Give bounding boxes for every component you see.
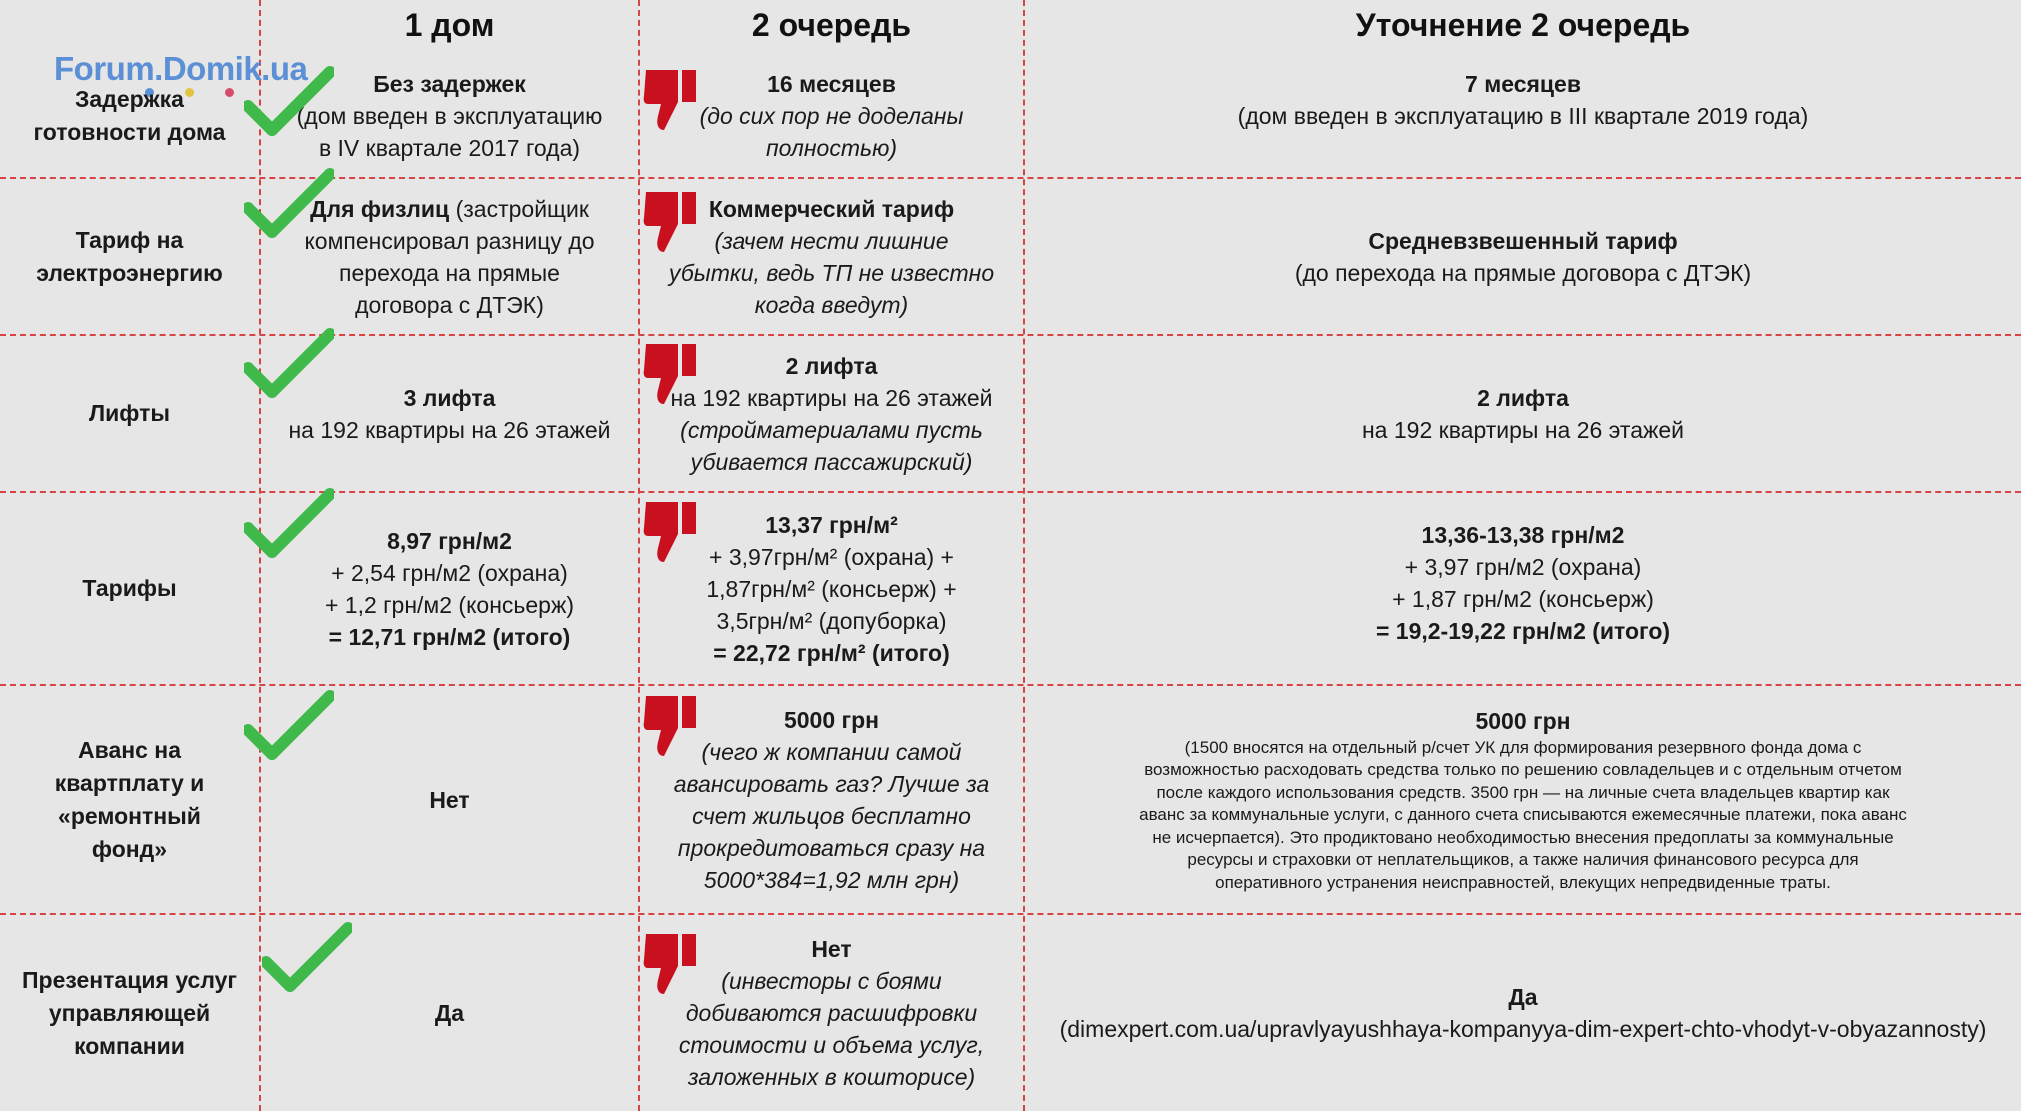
row4-col1: 8,97 грн/м2 + 2,54 грн/м2 (охрана) + 1,2 грн/м2 (консьерж) = 12,71 грн/м2 (итого) [324,527,575,650]
thumbs-down-icon [642,692,702,758]
thumbs-down-icon [642,66,702,132]
row5-col2: 5000 грн (чего ж компании самой авансировать газ? Лучше за счет жильцов бесплатно прокредитоваться сразу на 5000*384=1,92 млн грн) [673,706,990,893]
checkmark-icon [244,168,334,238]
thumbs-down-icon [642,498,702,564]
checkmark-icon [244,66,334,136]
row-label-electricity: Тариф на электроэнергию [36,226,223,286]
watermark-logo: Forum.Domik.ua [54,50,308,87]
row1-col3: 7 месяцев (дом введен в эксплуатацию в III квартале 2019 года) [1237,71,1809,129]
row3-col1: 3 лифта на 192 квартиры на 26 этажей [288,384,611,443]
row-label-tariffs: Тарифы [82,575,177,601]
row4-col2: 13,37 грн/м² + 3,97грн/м² (охрана) + 1,87грн/м² (консьерж) + 3,5грн/м² (допуборка) = 22,72 грн/м² (итого) [706,511,957,666]
row6-col1: Да [434,1000,465,1026]
row6-col2: Нет (инвесторы с боями добиваются расшифровки стоимости и объема услуг, заложенных в кошторисе) [678,936,985,1090]
row-label-elevators: Лифты [88,400,170,426]
row-label-presentation: Презентация услуг управляющей компании [21,966,238,1059]
thumbs-down-icon [642,188,702,254]
row1-col2: 16 месяцев (до сих пор не доделаны полностью) [699,71,964,161]
row2-col1: Для физлиц (застройщик компенсировал разницу до перехода на прямые договора с ДТЭК) [304,195,595,318]
thumbs-down-icon [642,340,702,406]
header-col2: 2 очередь [751,6,912,43]
row2-col3: Средневзвешенный тариф (до перехода на прямые договора с ДТЭК) [1294,227,1752,286]
row2-col2: Коммерческий тариф (зачем нести лишние убытки, ведь ТП не известно когда введут) [668,195,995,318]
row1-col1: Без задержек (дом введен в эксплуатацию в IV квартале 2017 года) [296,71,603,161]
checkmark-icon [262,922,352,992]
header-col3: Уточнение 2 очередь [1355,6,1691,43]
header-col1: 1 дом [404,6,495,43]
row5-col1: Нет [429,786,470,813]
row-label-delay: Задержка готовности дома [33,86,226,145]
row6-col3: Да (dimexpert.com.ua/upravlyayushhaya-kompanyya-dim-expert-chto-vhodyt-v-obyazannosty) [1059,984,1987,1042]
checkmark-icon [244,488,334,558]
row3-col2: 2 лифта на 192 квартиры на 26 этажей (стройматериалами пусть убивается пассажирский) [670,352,993,475]
row4-col3: 13,36-13,38 грн/м2 + 3,97 грн/м2 (охрана) + 1,87 грн/м2 (консьерж) = 19,2-19,22 грн/м2 (итого) [1375,522,1671,644]
checkmark-icon [244,690,334,760]
thumbs-down-icon [642,930,702,996]
row3-col3: 2 лифта на 192 квартиры на 26 этажей [1361,384,1685,443]
checkmark-icon [244,328,334,398]
row-label-advance: Аванс на квартплату и «ремонтный фонд» [54,736,205,862]
row5-col3: 5000 грн (1500 вносятся на отдельный р/счет УК для формирования резервного фонда дома с возможностью расходовать средства только по решению совладельцев и с отдельным отчетом после каждого использования средств. 3500 грн — на личные счета владельцев квартир как аванс за коммунальные услуги, с данного счета списываются ежемесячные платежи, пока аванс не исчерпается). Это продиктовано необходимостью внесения предоплаты за коммунальные ресурсы и страховки от неплательщиков, а также наличия финансового ресурса для оперативного устранения неисправностей, влекущих непредвиденные траты. [1139,707,1907,892]
